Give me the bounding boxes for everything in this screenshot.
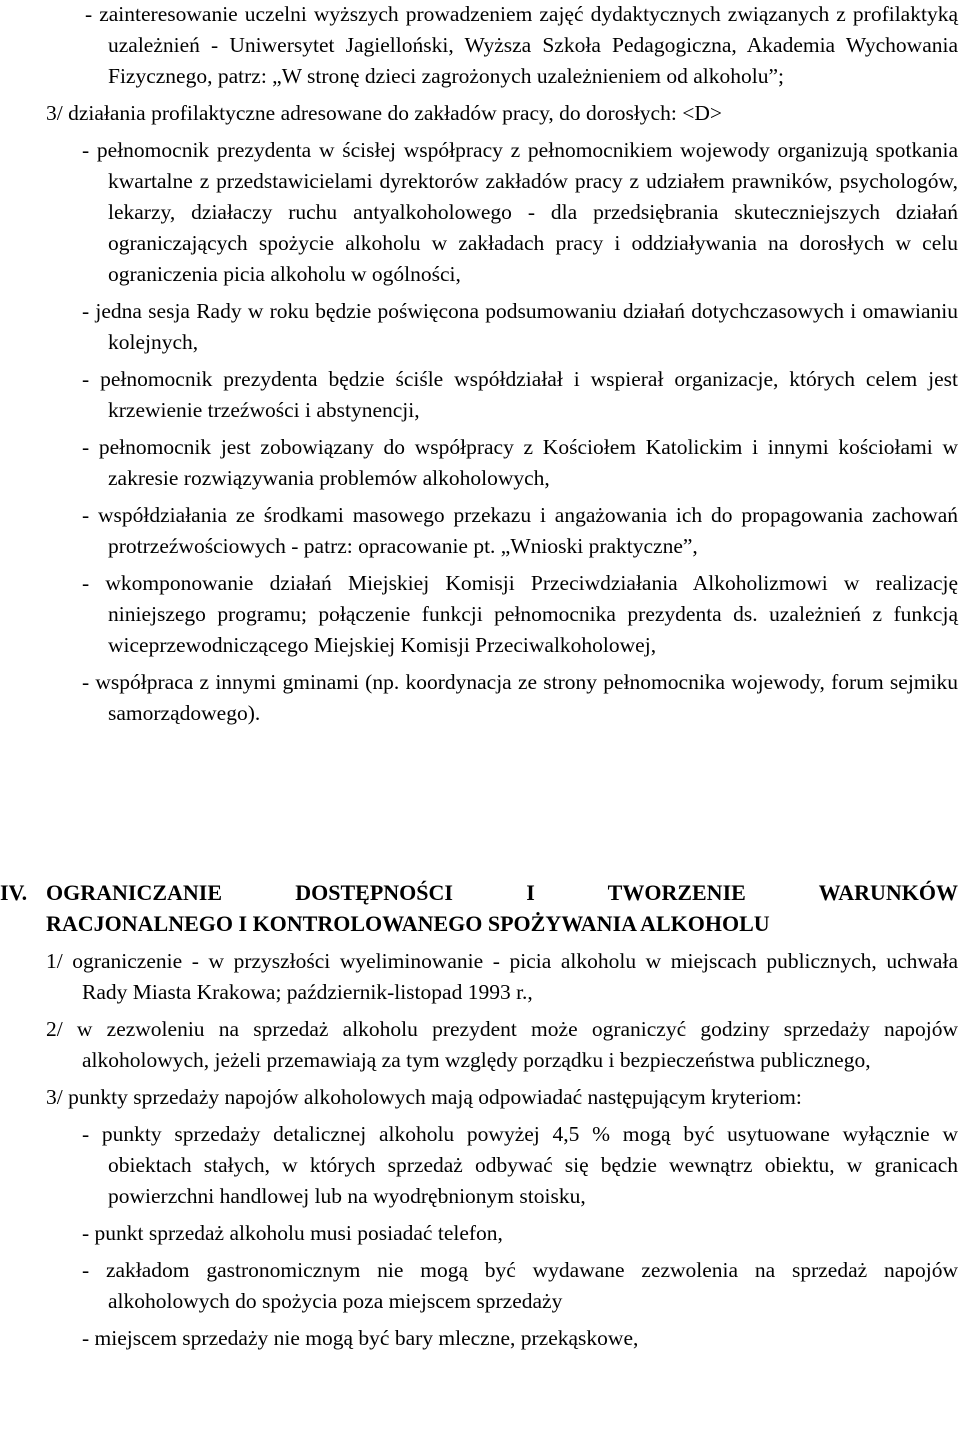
criteria-item: - punkty sprzedaży detalicznej alkoholu powyżej 4,5 % mogą być usytuowane wyłącznie w obiektach stałych, w których sprzedaż odbywać się będzie wewnątrz obiektu, w granicach powierzchni handlowej lub na wyodrębnionym stoisku, xyxy=(82,1122,958,1208)
list-item: - wkomponowanie działań Miejskiej Komisji Przeciwdziałania Alkoholizmowi w realizację niniejszego programu; połączenie funkcji pełnomocnika prezydenta ds. uzależnień z funkcją wiceprzewodniczącego Miejskiej Komisji Przeciwalkoholowej, xyxy=(82,571,958,657)
criteria-item: - miejscem sprzedaży nie mogą być bary mleczne, przekąskowe, xyxy=(82,1326,639,1350)
criteria-item: - punkt sprzedaż alkoholu musi posiadać telefon, xyxy=(82,1221,503,1245)
section4-heading xyxy=(0,877,958,939)
section4-number: IV. xyxy=(0,880,28,905)
section4-title-line1: OGRANICZANIE DOSTĘPNOŚCI I TWORZENIE WARUNKÓW xyxy=(46,880,958,905)
point-1: 1/ ograniczenie - w przyszłości wyeliminowanie - picia alkoholu w miejscach publicznych, uchwała Rady Miasta Krakowa; październik-listopad 1993 r., xyxy=(46,949,958,1004)
list-item-universities: - zainteresowanie uczelni wyższych prowadzeniem zajęć dydaktycznych związanych z profilaktyką uzależnień - Uniwersytet Jagielloński, Wyższa Szkoła Pedagogiczna, Akademia Wychowania Fizycznego, patrz: „W stronę dzieci zagrożonych uzależnieniem od alkoholu”; xyxy=(85,2,958,88)
list-item: - współdziałania ze środkami masowego przekazu i angażowania ich do propagowania zachowań protrzeźwościowych - patrz: opracowanie pt. „Wnioski praktyczne”, xyxy=(82,503,958,558)
list-item: - pełnomocnik jest zobowiązany do współpracy z Kościołem Katolickim i innymi kościołami w zakresie rozwiązywania problemów alkoholowych, xyxy=(82,435,958,490)
list-item: - pełnomocnik prezydenta w ścisłej współpracy z pełnomocnikiem wojewody organizują spotkania kwartalne z przedstawicielami dyrektorów zakładów pracy z udziałem prawników, psychologów, lekarzy, działaczy ruchu antyalkoholowego - dla przedsiębrania skuteczniejszych działań ograniczających spożycie alkoholu w zakładach pracy i oddziaływania na dorosłych w celu ograniczenia picia alkoholu w ogólności, xyxy=(82,138,958,286)
point3-label: 3/ działania profilaktyczne adresowane do zakładów pracy, do dorosłych: <D> xyxy=(46,101,722,125)
list-item: - pełnomocnik prezydenta będzie ściśle współdziałał i wspierał organizacje, których celem jest krzewienie trzeźwości i abstynencji, xyxy=(82,367,958,422)
point-2: 2/ w zezwoleniu na sprzedaż alkoholu prezydent może ograniczyć godziny sprzedaży napojów alkoholowych, jeżeli przemawiają za tym względy porządku i bezpieczeństwa publicznego, xyxy=(46,1017,958,1072)
point-3: 3/ punkty sprzedaży napojów alkoholowych mają odpowiadać następującym kryteriom: xyxy=(46,1085,802,1109)
section4-body xyxy=(0,946,958,1354)
list-item: - współpraca z innymi gminami (np. koordynacja ze strony pełnomocnika wojewody, forum sejmiku samorządowego). xyxy=(82,670,958,725)
criteria-item: - zakładom gastronomicznym nie mogą być wydawane zezwolenia na sprzedaż napojów alkoholowych do spożycia poza miejscem sprzedaży xyxy=(82,1258,958,1313)
list-item: - jedna sesja Rady w roku będzie poświęcona podsumowaniu działań dotychczasowych i omawianiu kolejnych, xyxy=(82,299,958,354)
section4-title-line2: RACJONALNEGO I KONTROLOWANEGO SPOŻYWANIA ALKOHOLU xyxy=(46,911,770,936)
